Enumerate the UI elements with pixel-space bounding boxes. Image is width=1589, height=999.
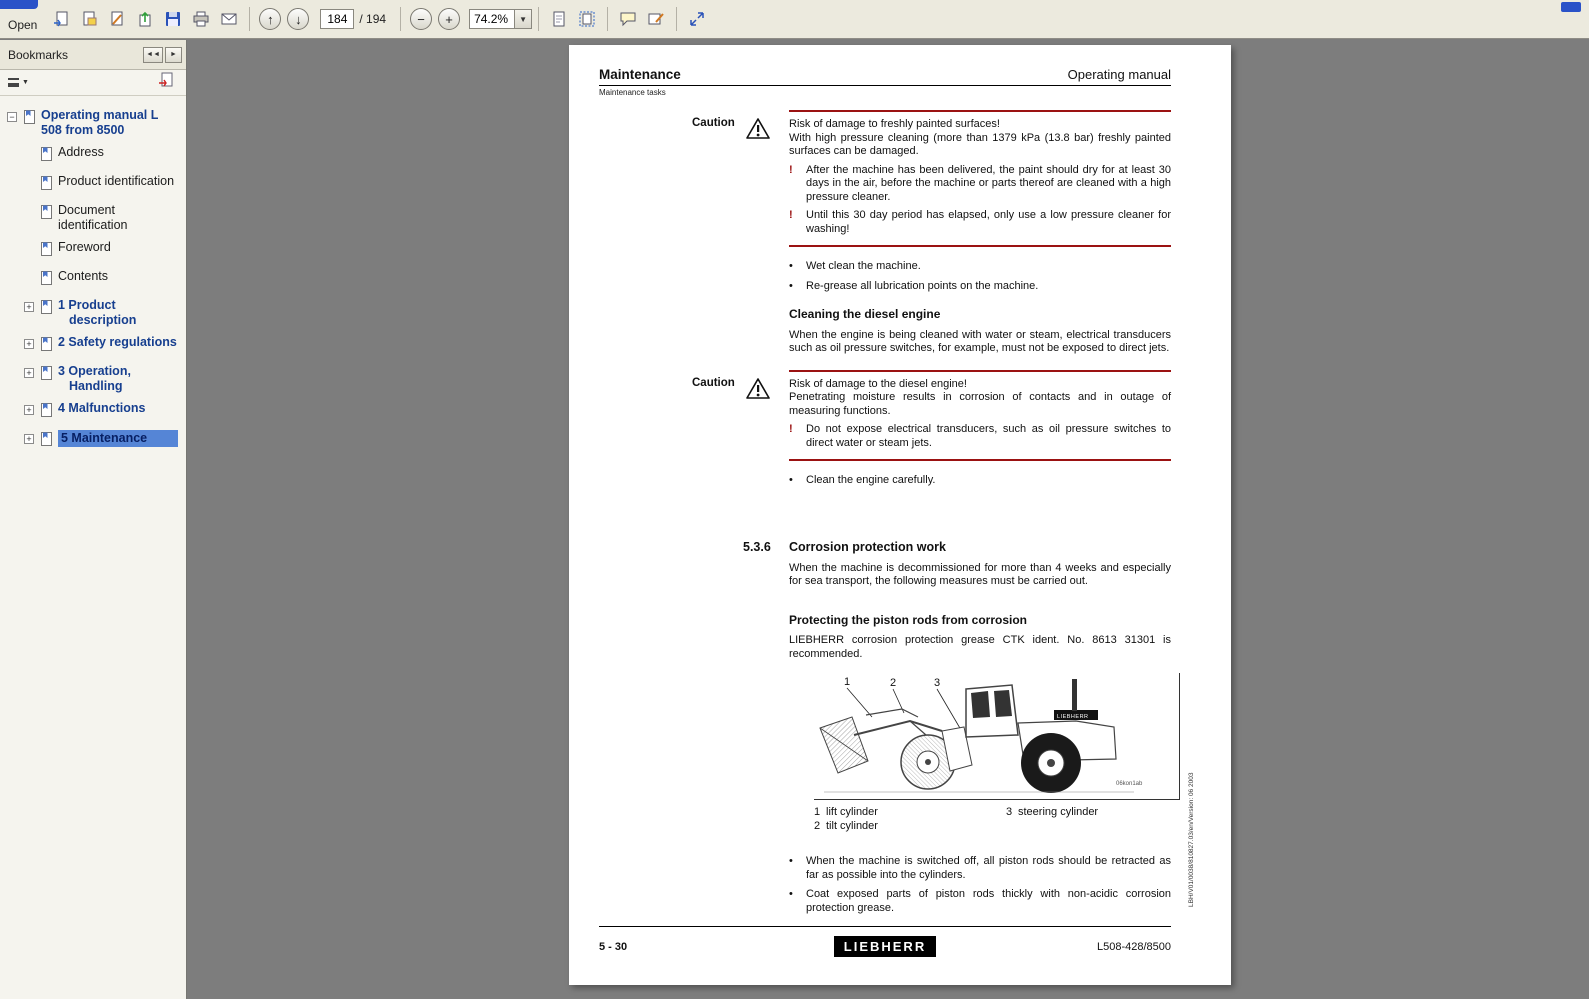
page-header-sub: Maintenance tasks xyxy=(599,88,666,97)
bookmark-options-button[interactable] xyxy=(8,78,29,87)
attach-note-icon xyxy=(80,10,98,28)
open-button[interactable]: Open xyxy=(8,18,38,32)
section-title: Corrosion protection work xyxy=(789,539,946,554)
bookmark-page-icon xyxy=(40,241,53,262)
bookmark-page-icon xyxy=(23,109,36,130)
window-fragment xyxy=(0,0,38,9)
right-arrow-icon: ► xyxy=(170,51,177,58)
next-page-button[interactable] xyxy=(287,8,309,30)
loader-lift-arm xyxy=(854,721,942,735)
bookmark-page-icon xyxy=(40,146,53,167)
bullet-icon: • xyxy=(789,888,793,900)
bookmark-item-contents[interactable] xyxy=(0,269,184,291)
toolbar xyxy=(0,0,1589,39)
loader-bucket xyxy=(820,717,868,773)
callout-leader-line xyxy=(847,688,872,717)
footer-rule xyxy=(599,926,1171,927)
figure-frame xyxy=(814,673,1180,800)
email-icon xyxy=(220,10,238,28)
list-item: • When the machine is switched off, all piston rods should be retracted as far as possible into the cylinders. xyxy=(789,855,1171,881)
caution-warning: ! After the machine has been delivered, the paint should dry for at least 30 days in the air, before the machine or parts thereof are cleaned with a high pressure cleaner. xyxy=(789,163,1171,203)
find-current-bookmark-button[interactable] xyxy=(158,72,174,93)
warning-triangle-icon xyxy=(745,117,771,141)
sign-document-button[interactable] xyxy=(104,6,130,32)
expander-plus-icon[interactable]: + xyxy=(24,302,34,312)
warn-mark-icon: ! xyxy=(789,163,793,176)
up-arrow-icon: ↑ xyxy=(267,11,274,27)
numbered-section-heading xyxy=(743,540,1171,554)
previous-page-button[interactable] xyxy=(259,8,281,30)
loader-tilt-cylinder xyxy=(866,709,918,717)
figure-callout-1: 1 xyxy=(844,676,851,688)
figure-code: 06kon1ab xyxy=(1116,781,1143,787)
zoom-in-icon: + xyxy=(445,11,453,27)
bookmark-label: Foreword xyxy=(58,240,111,254)
bookmark-label: Operating manual L 508 from 8500 xyxy=(41,108,159,137)
bookmark-item-product-description[interactable] xyxy=(0,298,184,328)
bookmarks-panel-header xyxy=(0,40,186,70)
export-document-button[interactable] xyxy=(48,6,74,32)
attach-note-button[interactable] xyxy=(76,6,102,32)
bookmark-item-product-identification[interactable] xyxy=(0,174,184,196)
bookmark-page-icon xyxy=(40,270,53,291)
bookmark-label: 1 Product description xyxy=(58,298,137,327)
list-lines-icon xyxy=(8,78,19,87)
bookmark-label: 3 Operation, Handling xyxy=(58,364,131,393)
expander-plus-icon[interactable]: + xyxy=(24,434,34,444)
convert-upload-button[interactable] xyxy=(132,6,158,32)
caution-title: Risk of damage to freshly painted surfaces! xyxy=(789,118,1000,130)
fit-page-icon xyxy=(578,10,596,28)
bookmark-label: Contents xyxy=(58,269,109,283)
bookmark-page-icon xyxy=(40,204,53,225)
toolbar-separator xyxy=(400,7,401,31)
bookmark-label: Product identification xyxy=(58,174,175,188)
subsection-title: Protecting the piston rods from corrosion xyxy=(789,612,1028,627)
legend-item: 1 lift cylinder xyxy=(814,806,878,818)
print-button[interactable] xyxy=(188,6,214,32)
caution-warning: ! Until this 30 day period has elapsed, only use a low pressure cleaner for washing! xyxy=(789,209,1171,235)
figure-callout-3: 3 xyxy=(934,677,941,689)
bookmark-item-root[interactable] xyxy=(0,108,184,138)
page-number-input[interactable] xyxy=(320,9,354,29)
down-arrow-icon: ↓ xyxy=(295,11,302,27)
pdf-page xyxy=(569,45,1231,985)
figure-callout-2: 2 xyxy=(890,677,897,689)
loader-exhaust xyxy=(1072,679,1077,711)
list-item: • Coat exposed parts of piston rods thickly with non-acidic corrosion protection grease. xyxy=(789,888,1171,914)
email-button[interactable] xyxy=(216,6,242,32)
fullscreen-icon xyxy=(688,10,706,28)
document-area[interactable] xyxy=(187,40,1589,999)
bookmarks-title: Bookmarks xyxy=(8,47,69,62)
bullet-icon: • xyxy=(789,855,793,867)
comment-bubble-icon xyxy=(619,10,637,28)
caution-block-2 xyxy=(692,370,1171,462)
expander-plus-icon[interactable]: + xyxy=(24,405,34,415)
save-icon xyxy=(164,10,182,28)
print-icon xyxy=(192,10,210,28)
bullet-icon: • xyxy=(789,260,793,272)
caution-label: Caution xyxy=(692,117,735,129)
bookmark-item-operation-handling[interactable] xyxy=(0,364,184,394)
caution-block-1 xyxy=(692,110,1171,247)
legend-item: 2 tilt cylinder xyxy=(814,820,878,832)
figure-legend xyxy=(814,805,1180,833)
section-body: When the machine is decommissioned for more than 4 weeks and especially for sea transport, the following measures must be carried out. xyxy=(789,561,1171,587)
review-comment-button[interactable] xyxy=(615,6,641,32)
bullet-icon: • xyxy=(789,474,793,486)
bookmark-page-icon xyxy=(40,365,53,386)
bookmark-label: 2 Safety regulations xyxy=(58,335,177,349)
legend-item: 3 steering cylinder xyxy=(1006,806,1099,818)
toolbar-separator xyxy=(249,7,250,31)
locate-bookmark-icon xyxy=(158,72,174,88)
panel-forward-button[interactable] xyxy=(165,47,182,63)
bookmark-label: 4 Malfunctions xyxy=(58,401,146,415)
document-version-sidetext: LBH/V01/0038/810827.03/en/Version: 06 2003 xyxy=(1188,772,1195,907)
fit-width-icon xyxy=(550,10,568,28)
zoom-out-button[interactable] xyxy=(410,8,432,30)
section-body: When the engine is being cleaned with water or steam, electrical transducers such as oil pressure switches, for example, must not be exposed to direct jets. xyxy=(789,328,1171,354)
bookmark-page-icon xyxy=(40,431,53,452)
zoom-out-icon: − xyxy=(417,11,425,27)
liebherr-logo: LIEBHERR xyxy=(834,936,936,957)
warn-mark-icon: ! xyxy=(789,423,793,435)
page-total-label: / 194 xyxy=(359,12,387,26)
bookmark-item-safety-regulations[interactable] xyxy=(0,335,184,357)
bookmark-item-document-identification[interactable] xyxy=(0,203,184,233)
dropdown-arrow-icon: ▼ xyxy=(22,79,29,86)
footer-model-number: L508-428/8500 xyxy=(1096,940,1171,953)
page-header-left: Maintenance xyxy=(599,67,681,82)
bookmarks-panel xyxy=(0,40,187,999)
bookmark-item-maintenance[interactable] xyxy=(0,430,184,452)
bullet-icon: • xyxy=(789,279,793,292)
bookmarks-tree xyxy=(0,96,186,999)
caution-body: Penetrating moisture results in corrosion of contacts and in outage of measuring functions. xyxy=(789,391,1171,417)
fullscreen-button[interactable] xyxy=(684,6,710,32)
list-item: • Wet clean the machine. xyxy=(789,260,921,272)
list-item: • Clean the engine carefully. xyxy=(789,474,936,486)
warn-mark-icon: ! xyxy=(789,209,793,221)
convert-upload-icon xyxy=(136,10,154,28)
expander-plus-icon[interactable]: + xyxy=(24,339,34,349)
zoom-level-input[interactable] xyxy=(469,9,515,29)
zoom-dropdown-button[interactable] xyxy=(515,9,532,29)
bookmark-page-icon xyxy=(40,299,53,320)
wheel-loader-figure xyxy=(814,673,1179,799)
bookmark-page-icon xyxy=(40,175,53,196)
list-item: • Re-grease all lubrication points on the machine. xyxy=(789,279,1039,292)
collapse-panel-button[interactable] xyxy=(143,47,163,63)
page-header-right: Operating manual xyxy=(1067,67,1171,82)
content-block xyxy=(692,474,1171,494)
bookmark-page-icon xyxy=(40,402,53,423)
content-block xyxy=(692,599,1171,662)
bookmark-label-selected: 5 Maintenance xyxy=(58,430,178,447)
bookmark-label: Address xyxy=(58,145,104,159)
bookmarks-toolbar xyxy=(0,70,186,96)
warning-triangle-icon xyxy=(745,377,771,401)
export-document-icon xyxy=(52,10,70,28)
bookmark-page-icon xyxy=(40,336,53,357)
content-block xyxy=(692,260,1171,356)
bookmark-item-address[interactable] xyxy=(0,145,184,167)
content-block xyxy=(692,855,1171,921)
loader-brand-label: LIEBHERR xyxy=(1057,714,1089,720)
section-title: Cleaning the diesel engine xyxy=(789,307,941,321)
expander-minus-icon[interactable]: − xyxy=(7,112,17,122)
expander-plus-icon[interactable]: + xyxy=(24,368,34,378)
page-footer xyxy=(599,926,1171,957)
bookmark-label: Document identification xyxy=(58,203,128,232)
caution-warning: ! Do not expose electrical transducers, such as oil pressure switches to direct water or steam jets. xyxy=(789,423,1171,449)
toolbar-separator xyxy=(607,7,608,31)
caution-label: Caution xyxy=(692,376,735,389)
fit-page-button[interactable] xyxy=(574,6,600,32)
header-rule xyxy=(599,85,1171,86)
sign-document-icon xyxy=(108,10,126,28)
caution-title: Risk of damage to the diesel engine! xyxy=(789,377,967,390)
dropdown-arrow-icon: ▼ xyxy=(519,14,528,24)
sign-note-button[interactable] xyxy=(643,6,669,32)
note-pencil-icon xyxy=(647,10,665,28)
bookmark-item-malfunctions[interactable] xyxy=(0,401,184,423)
fit-width-button[interactable] xyxy=(546,6,572,32)
footer-page-number: 5 - 30 xyxy=(599,940,628,953)
content-block xyxy=(692,562,1171,589)
toolbar-separator xyxy=(676,7,677,31)
save-button[interactable] xyxy=(160,6,186,32)
caution-body: With high pressure cleaning (more than 1379 kPa (13.8 bar) freshly painted surfaces can be damaged. xyxy=(789,131,1171,157)
toolbar-separator xyxy=(538,7,539,31)
window-fragment-right xyxy=(1561,2,1581,12)
section-number: 5.3.6 xyxy=(743,539,771,554)
bookmark-item-foreword[interactable] xyxy=(0,240,184,262)
double-left-arrow-icon: ◄◄ xyxy=(146,51,160,58)
subsection-body: LIEBHERR corrosion protection grease CTK ident. No. 8613 31301 is recommended. xyxy=(789,634,1171,660)
zoom-in-button[interactable] xyxy=(438,8,460,30)
